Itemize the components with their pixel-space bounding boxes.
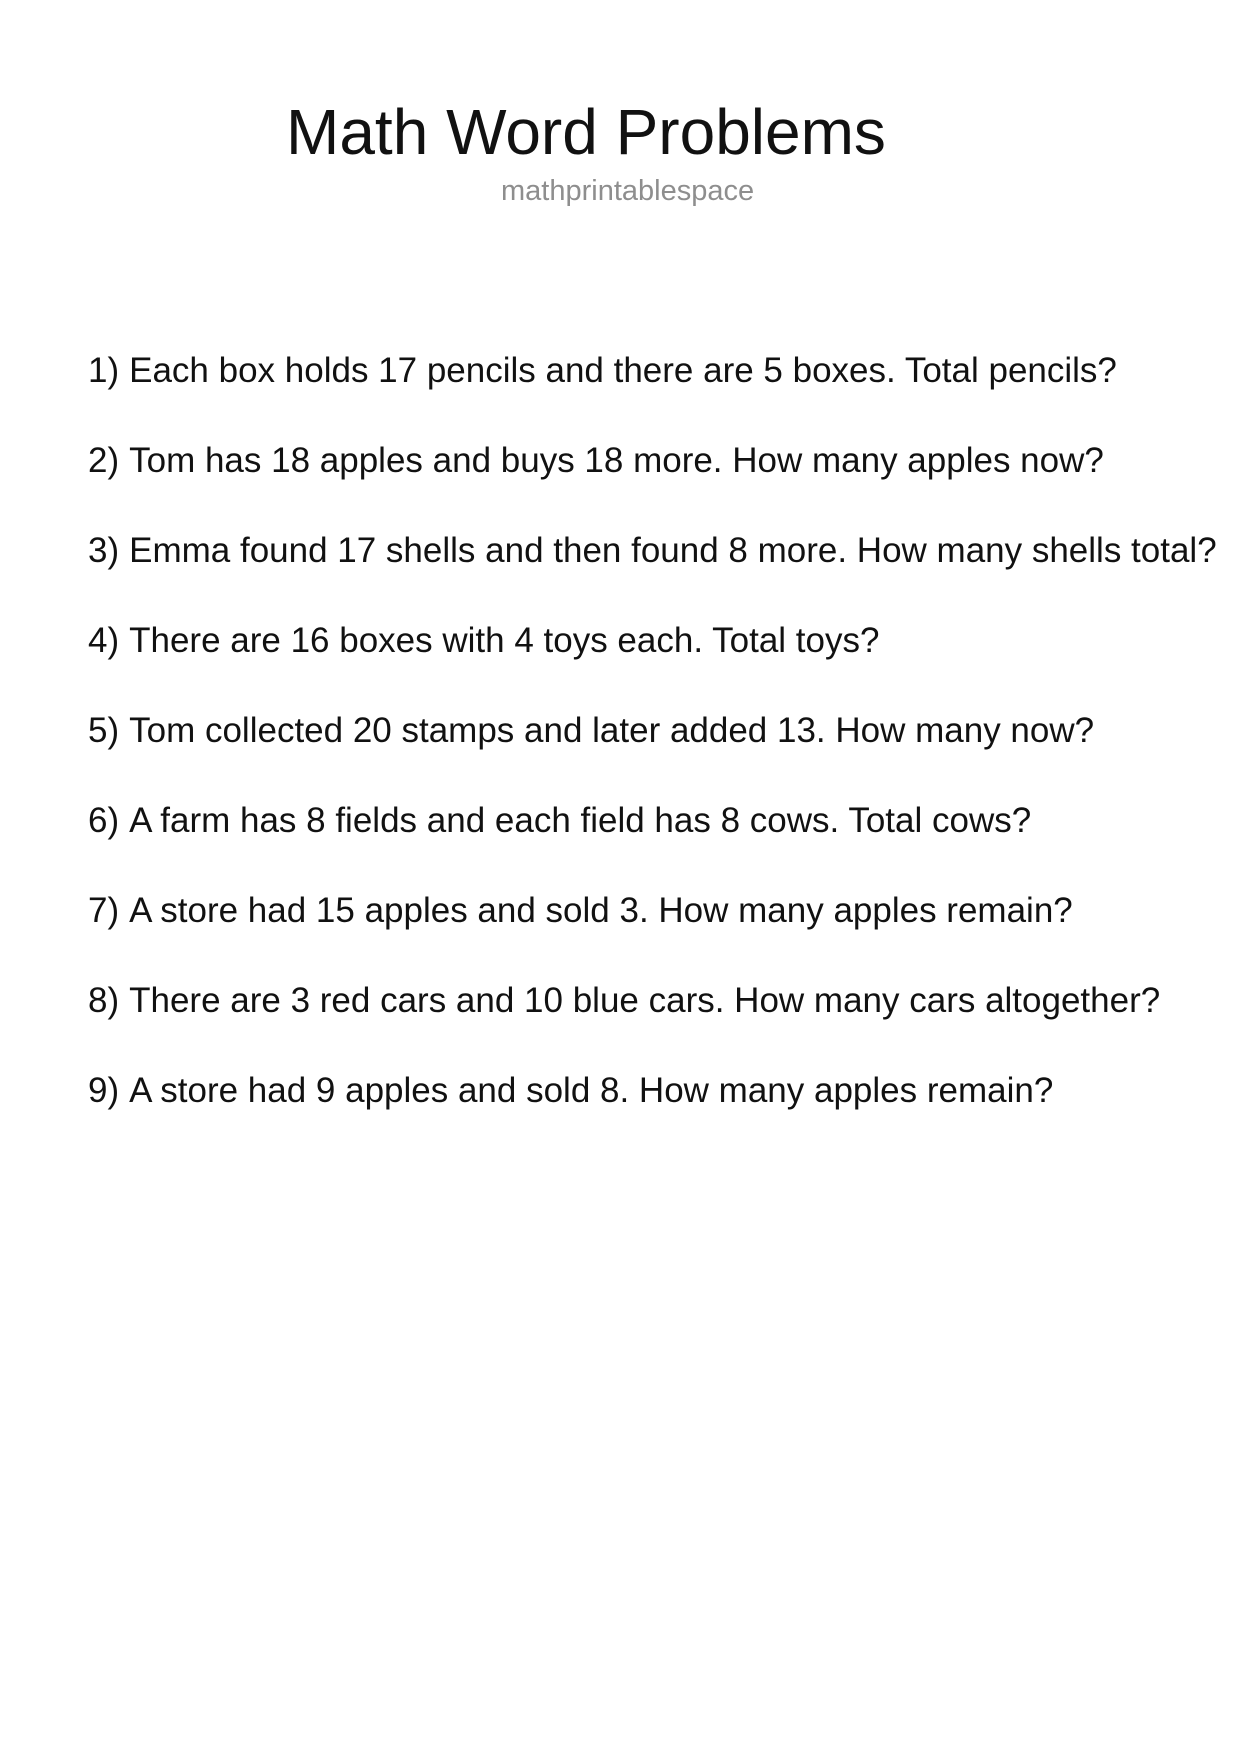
problem-text: Each box holds 17 pencils and there are 5 boxes. Total pencils? [129,351,1117,390]
problem-row-8 [88,980,1160,1022]
problem-number: 3) [88,531,120,570]
problem-row-1 [88,350,1117,392]
problem-row-3 [88,530,1217,572]
problem-row-6 [88,800,1031,842]
problem-text: There are 16 boxes with 4 toys each. Total toys? [129,621,880,660]
problem-text: Emma found 17 shells and then found 8 more. How many shells total? [129,531,1217,570]
problem-text: A store had 15 apples and sold 3. How many apples remain? [129,891,1073,930]
problem-text: A store had 9 apples and sold 8. How many apples remain? [129,1071,1054,1110]
problem-row-9 [88,1070,1053,1112]
problem-number: 6) [88,801,120,840]
problem-number: 1) [88,351,120,390]
problem-number: 9) [88,1071,120,1110]
problem-number: 5) [88,711,120,750]
page-subtitle: mathprintablespace [501,175,755,207]
problem-number: 2) [88,441,120,480]
problem-number: 7) [88,891,120,930]
problem-text: Tom collected 20 stamps and later added 13. How many now? [129,711,1095,750]
problem-row-7 [88,890,1073,932]
problem-row-2 [88,440,1104,482]
problem-text: Tom has 18 apples and buys 18 more. How many apples now? [129,441,1104,480]
problem-row-5 [88,710,1094,752]
problem-text: A farm has 8 fields and each field has 8 cows. Total cows? [129,801,1032,840]
problem-row-4 [88,620,879,662]
page-title: Math Word Problems [286,96,886,168]
problem-number: 4) [88,621,120,660]
problem-number: 8) [88,981,120,1020]
problem-text: There are 3 red cars and 10 blue cars. How many cars altogether? [129,981,1161,1020]
